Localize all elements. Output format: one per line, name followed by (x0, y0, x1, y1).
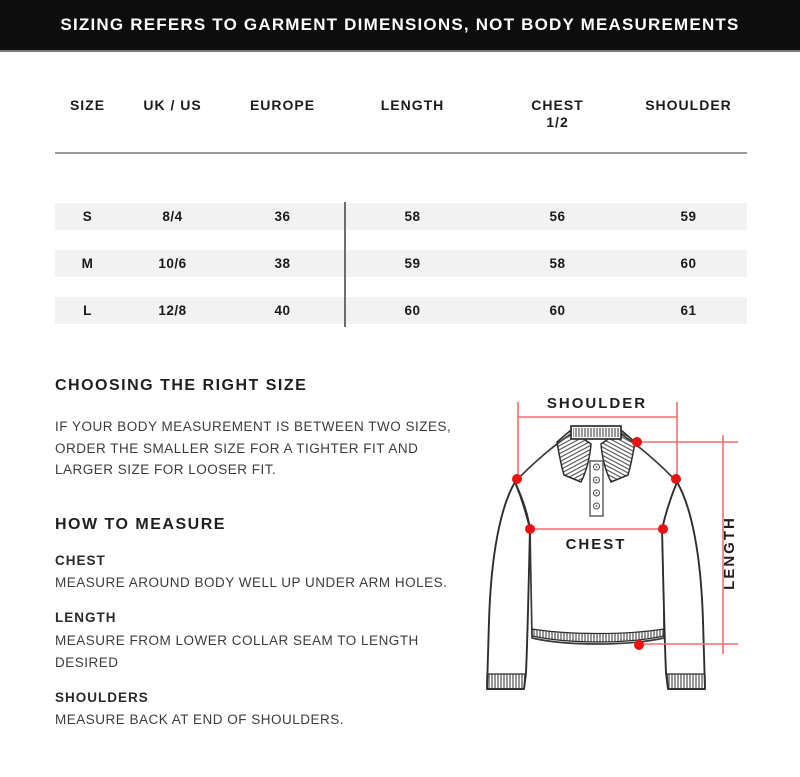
size-table-header (55, 97, 747, 131)
table-cell: L (83, 303, 92, 318)
column-header-europe: EUROPE (249, 97, 316, 113)
column-header-chest: CHEST 1/2 (531, 97, 584, 130)
polo-shirt-illustration (470, 386, 780, 746)
measure-length-title: LENGTH (55, 610, 117, 625)
measure-shoulders-text: MEASURE BACK AT END OF SHOULDERS. (55, 712, 345, 727)
cuff-rib-left (487, 674, 525, 689)
measure-length-text: MEASURE FROM LOWER COLLAR SEAM TO LENGTH DESIRED (55, 633, 419, 670)
table-cell: 59 (680, 209, 697, 224)
column-header-shoulder: SHOULDER (645, 97, 732, 113)
how-to-measure-heading: HOW TO MEASURE (55, 516, 226, 533)
sizing-banner-text: SIZING REFERS TO GARMENT DIMENSIONS, NOT BODY MEASUREMENTS (60, 15, 740, 34)
column-header-length: LENGTH (380, 97, 445, 113)
table-header-rule (55, 152, 747, 154)
garment-measurement-diagram (470, 386, 780, 746)
length-measure-label: LENGTH (721, 516, 738, 590)
measure-chest-text: MEASURE AROUND BODY WELL UP UNDER ARM HOLES. (55, 575, 448, 590)
measure-chest-title: CHEST (55, 553, 106, 568)
chest-measure-label: CHEST (565, 536, 627, 553)
table-cell: 36 (274, 209, 291, 224)
table-row-l (55, 297, 747, 324)
table-cell: 38 (274, 256, 291, 271)
table-cell: 59 (404, 256, 421, 271)
table-cell: 12/8 (158, 303, 187, 318)
table-row-s (55, 203, 747, 230)
table-cell: M (81, 256, 94, 271)
table-cell: 56 (549, 209, 566, 224)
table-cell: 58 (404, 209, 421, 224)
cuff-rib-right (667, 674, 705, 689)
table-cell: 8/4 (162, 209, 183, 224)
table-cell: 58 (549, 256, 566, 271)
table-cell: 60 (680, 256, 697, 271)
table-cell: 60 (549, 303, 566, 318)
table-cell: S (82, 209, 93, 224)
table-cell: 10/6 (158, 256, 187, 271)
column-header-size: SIZE (69, 97, 106, 113)
measure-shoulders-title: SHOULDERS (55, 690, 149, 705)
table-cell: 60 (404, 303, 421, 318)
choosing-size-heading: CHOOSING THE RIGHT SIZE (55, 377, 308, 394)
table-column-divider (344, 202, 346, 327)
sizing-banner (0, 0, 800, 52)
table-row-m (55, 250, 747, 277)
table-cell: 61 (680, 303, 697, 318)
table-cell: 40 (274, 303, 291, 318)
choosing-size-paragraph: IF YOUR BODY MEASUREMENT IS BETWEEN TWO SIZES, ORDER THE SMALLER SIZE FOR A TIGHTER FIT AND LARGER SIZE FOR LOOSER FIT. (55, 419, 452, 477)
shoulder-measure-label: SHOULDER (546, 395, 648, 412)
column-header-uk-us: UK / US (143, 97, 202, 113)
